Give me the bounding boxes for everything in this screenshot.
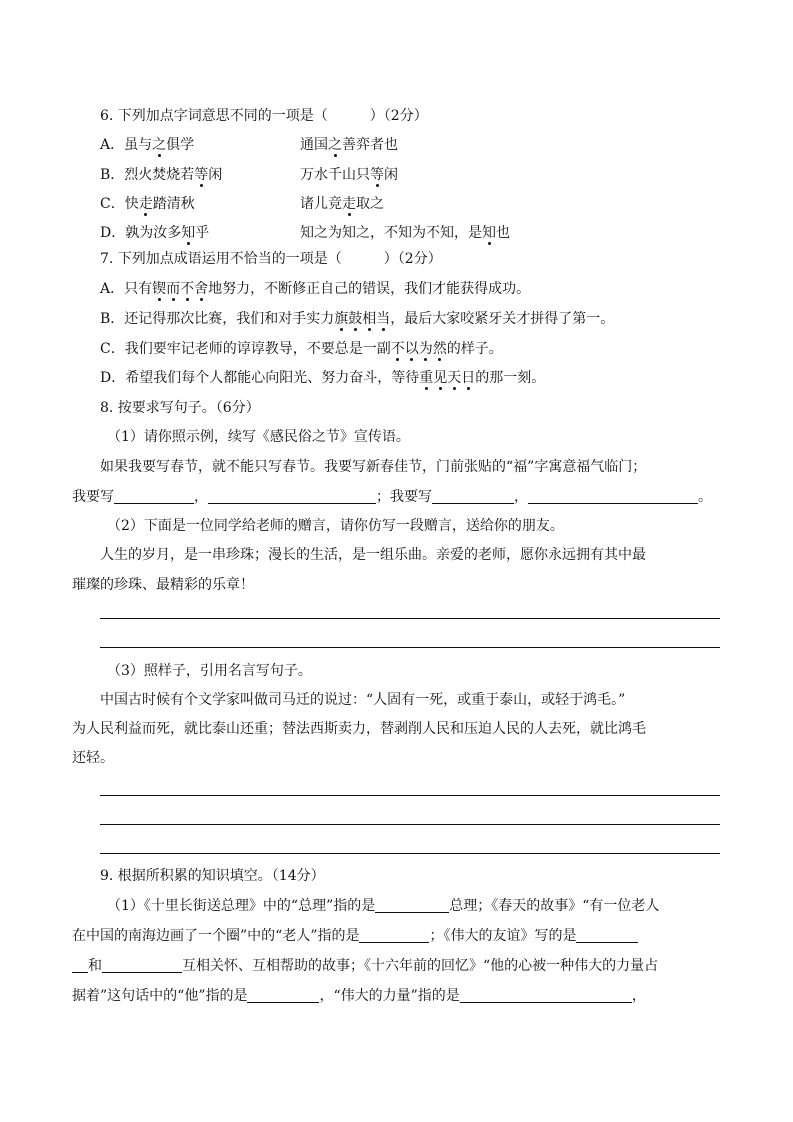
- q9-stem: 9. 根据所积累的知识填空。（14分）: [100, 868, 325, 884]
- q6-option-c-right: 诸儿竞走取之: [300, 196, 384, 212]
- q8-part2-example-line1: 人生的岁月，是一串珍珠；漫长的生活，是一组乐曲。亲爱的老师，愿你永远拥有其中最: [100, 547, 646, 563]
- q7-option-b: B．还记得那次比赛，我们和对手实力旗鼓相当，最后大家咬紧牙关才拼得了第一。: [100, 311, 615, 327]
- answer-blank[interactable]: [576, 928, 638, 943]
- q9-line3: 和 互相关怀、互相帮助的故事；《十六年前的回忆》“他的心被一种伟大的力量占: [72, 956, 658, 976]
- answer-blank[interactable]: [102, 958, 182, 973]
- answer-blank[interactable]: [375, 898, 449, 913]
- q8-part3-example-line2: 为人民利益而死，就比泰山还重；替法西斯卖力，替剥削人民和压迫人民的人去死，就比鸿毛: [72, 721, 646, 737]
- q6-option-d-right: 知之为知之，不知为不知，是知也: [300, 225, 510, 241]
- answer-blank[interactable]: [528, 489, 698, 504]
- answer-line[interactable]: [100, 618, 720, 619]
- answer-blank[interactable]: [208, 489, 376, 504]
- q8-part2-title: （2）下面是一位同学给老师的赠言，请你仿写一段赠言，送给你的朋友。: [107, 518, 564, 534]
- answer-line[interactable]: [100, 795, 720, 796]
- q8-part2-example-line2: 璀璨的珍珠、最精彩的乐章！: [72, 577, 254, 593]
- q6-option-a-right: 通国之善弈者也: [300, 137, 398, 153]
- q9-line2: 在中国的南海边画了一个圈”中的“老人”指的是 ；《伟大的友谊》写的是: [72, 926, 638, 946]
- q6-option-b-left: B．烈火焚烧若等闲: [100, 167, 223, 183]
- answer-blank[interactable]: [114, 489, 194, 504]
- emphasized-idiom: 不以为然: [390, 341, 447, 357]
- q8-part1-example: 如果我要写春节，就不能只写春节。我要写新春佳节，门前张贴的“福”字寓意福气临门；: [100, 459, 647, 475]
- answer-line[interactable]: [100, 647, 720, 648]
- q6-option-d-left: D．孰为汝多知乎: [100, 225, 210, 241]
- answer-blank[interactable]: [247, 988, 319, 1003]
- q6-option-b-right: 万水千山只等闲: [300, 167, 398, 183]
- answer-blank[interactable]: [359, 928, 429, 943]
- q8-part3-example-line1: 中国古时候有个文学家叫做司马迁的说过：“人固有一死，或重于泰山，或轻于鸿毛。”: [100, 692, 626, 708]
- answer-line[interactable]: [100, 824, 720, 825]
- q6-option-c-left: C．快走踏清秋: [100, 196, 195, 212]
- q8-part3-example-line3: 还轻。: [72, 750, 114, 766]
- emphasized-idiom: 锲而不舍: [152, 281, 209, 297]
- q7-option-c: C．我们要牢记老师的谆谆教导，不要总是一副不以为然的样子。: [100, 341, 503, 357]
- q9-line1: （1）《十里长街送总理》中的“总理”指的是 总理；《春天的故事》“有一位老人: [107, 898, 660, 914]
- q9-line4: 据着”这句话中的“他”指的是 ，“伟大的力量”指的是 ，: [72, 988, 646, 1004]
- q8-part1-fill: 我要写 ， ；我要写 ， 。: [72, 489, 712, 505]
- q7-option-a: A．只有锲而不舍地努力，不断修正自己的错误，我们才能获得成功。: [100, 281, 531, 297]
- q8-part1-title: （1）请你照示例，续写《感民俗之节》宣传语。: [107, 429, 410, 445]
- emphasized-idiom: 重见天日: [419, 370, 476, 386]
- q7-option-d: D．希望我们每个人都能心向阳光、努力奋斗，等待重见天日的那一刻。: [100, 370, 546, 386]
- answer-blank[interactable]: [432, 489, 514, 504]
- emphasized-idiom: 旗鼓相当: [334, 311, 391, 327]
- answer-blank[interactable]: [72, 958, 88, 973]
- q8-part3-title: （3）照样子，引用名言写句子。: [107, 663, 312, 679]
- answer-blank[interactable]: [460, 988, 632, 1003]
- q6-option-a-left: A．虽与之俱学: [100, 137, 195, 153]
- q8-stem: 8. 按要求写句子。（6分）: [100, 400, 260, 416]
- q6-stem: 6. 下列加点字词意思不同的一项是（ ）（2分）: [100, 108, 428, 124]
- answer-line[interactable]: [100, 853, 720, 854]
- q7-stem: 7. 下列加点成语运用不恰当的一项是（ ）（2分）: [100, 251, 442, 267]
